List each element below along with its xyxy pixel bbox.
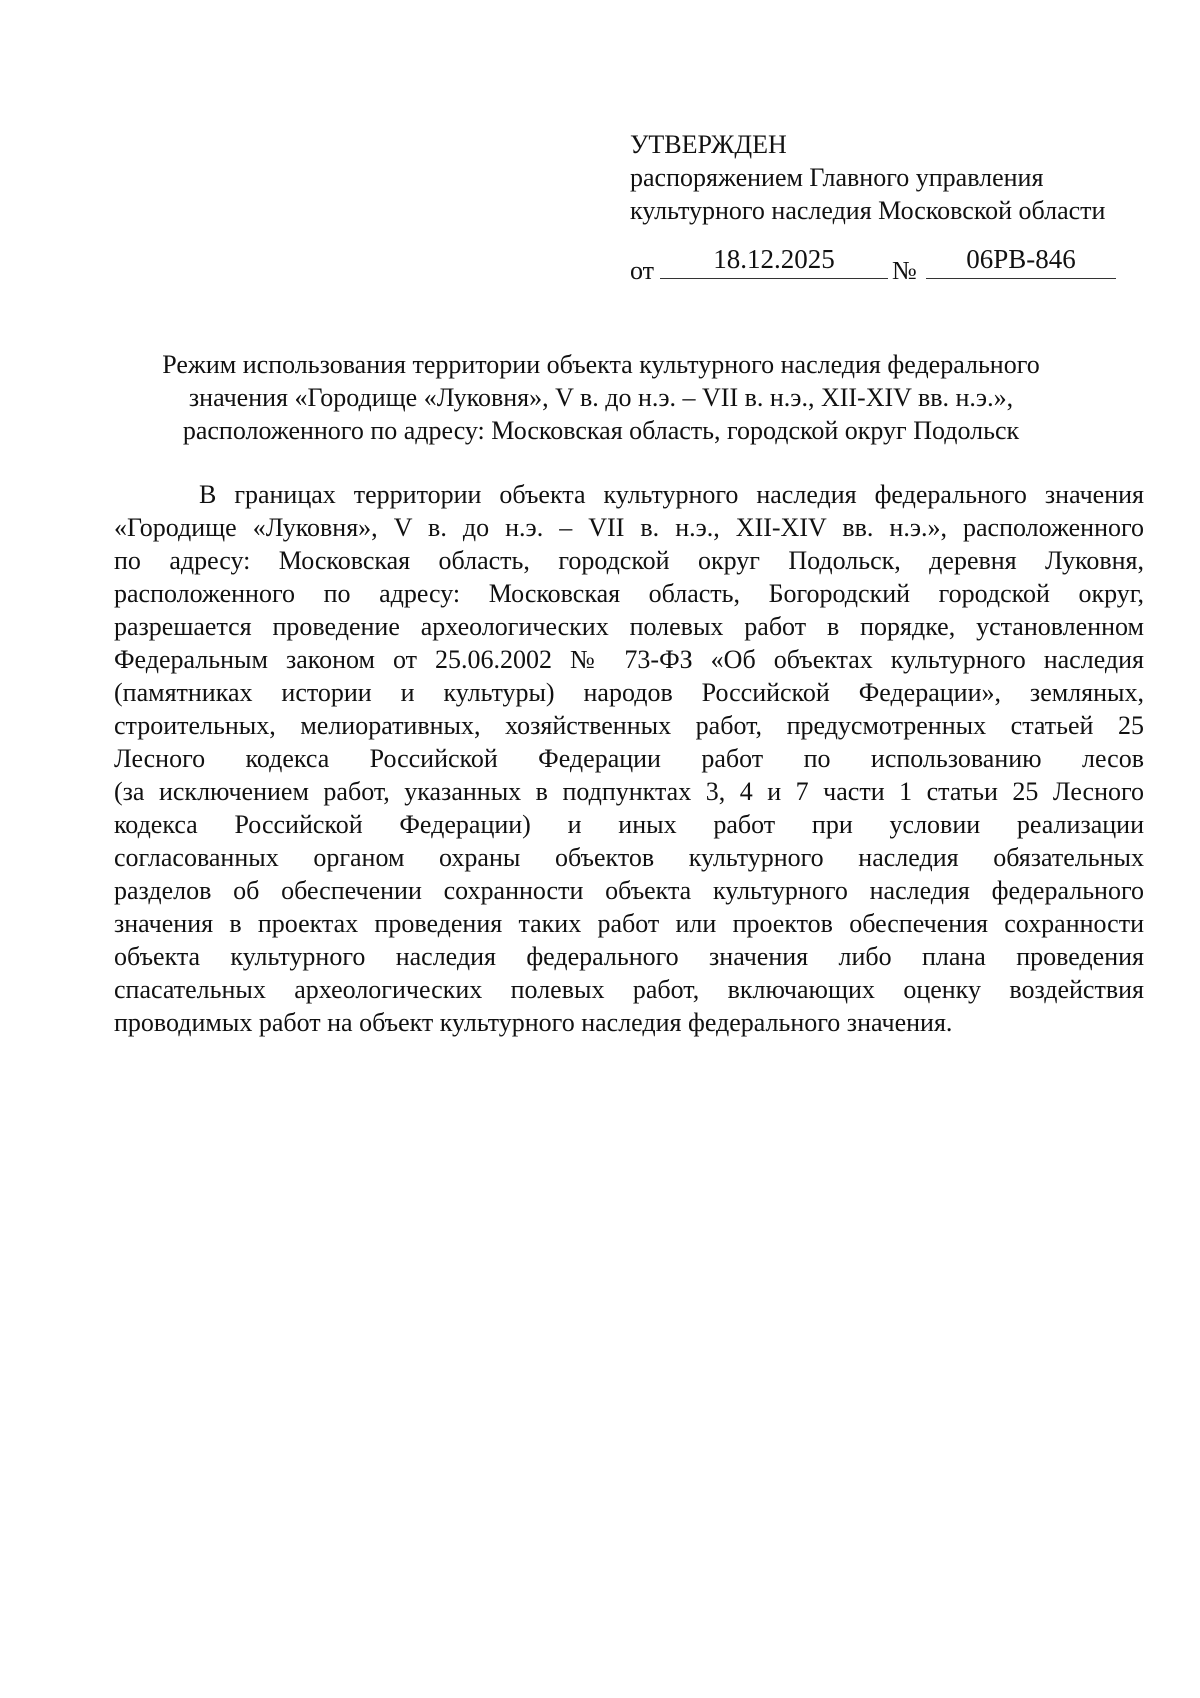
- body-line: строительных, мелиоративных, хозяйственных работ, предусмотренных статьей 25: [114, 711, 1144, 740]
- body-line: расположенного по адресу: Московская область, Богородский городской округ,: [114, 579, 1144, 608]
- body-line: (памятниках истории и культуры) народов Российской Федерации», земляных,: [114, 678, 1144, 707]
- body-line: разрешается проведение археологических полевых работ в порядке, установленном: [114, 612, 1144, 641]
- body-line: кодекса Российской Федерации) и иных работ при условии реализации: [114, 810, 1144, 839]
- title-line-2: значения «Городище «Луковня», V в. до н.э. – VII в. н.э., XII-XIV вв. н.э.»,: [188, 383, 1014, 412]
- approval-heading: УТВЕРЖДЕН: [630, 130, 787, 159]
- body-paragraph: [114, 478, 1144, 1039]
- approval-date-number-line: [630, 244, 1120, 284]
- approval-line-1: распоряжением Главного управления: [630, 163, 1044, 192]
- approval-number: 06РВ-846: [926, 244, 1116, 279]
- body-line: В границах территории объекта культурного наследия федерального значения: [199, 480, 1144, 509]
- approval-line-2: культурного наследия Московской области: [630, 196, 1106, 225]
- number-label: №: [892, 256, 917, 285]
- body-line: объекта культурного наследия федерального значения либо плана проведения: [114, 942, 1144, 971]
- document-title: [116, 348, 1086, 447]
- body-line: Федеральным законом от 25.06.2002 № 73-ФЗ «Об объектах культурного наследия: [114, 645, 1144, 674]
- body-line: проводимых работ на объект культурного наследия федерального значения.: [114, 1008, 953, 1037]
- title-line-3: расположенного по адресу: Московская область, городской округ Подольск: [182, 416, 1020, 445]
- body-line: спасательных археологических полевых работ, включающих оценку воздействия: [114, 975, 1144, 1004]
- body-line: Лесного кодекса Российской Федерации работ по использованию лесов: [114, 744, 1144, 773]
- body-line: разделов об обеспечении сохранности объекта культурного наследия федерального: [114, 876, 1144, 905]
- title-line-1: Режим использования территории объекта культурного наследия федерального: [162, 350, 1040, 379]
- body-line: согласованных органом охраны объектов культурного наследия обязательных: [114, 843, 1144, 872]
- body-line: «Городище «Луковня», V в. до н.э. – VII в. н.э., XII-XIV вв. н.э.», расположенного: [114, 513, 1144, 542]
- approval-date: 18.12.2025: [660, 244, 888, 279]
- body-line: значения в проектах проведения таких работ или проектов обеспечения сохранности: [114, 909, 1144, 938]
- from-label: от: [630, 256, 655, 285]
- body-line: (за исключением работ, указанных в подпунктах 3, 4 и 7 части 1 статьи 25 Лесного: [114, 777, 1144, 806]
- body-line: по адресу: Московская область, городской округ Подольск, деревня Луковня,: [114, 546, 1144, 575]
- approval-block: [630, 128, 1105, 227]
